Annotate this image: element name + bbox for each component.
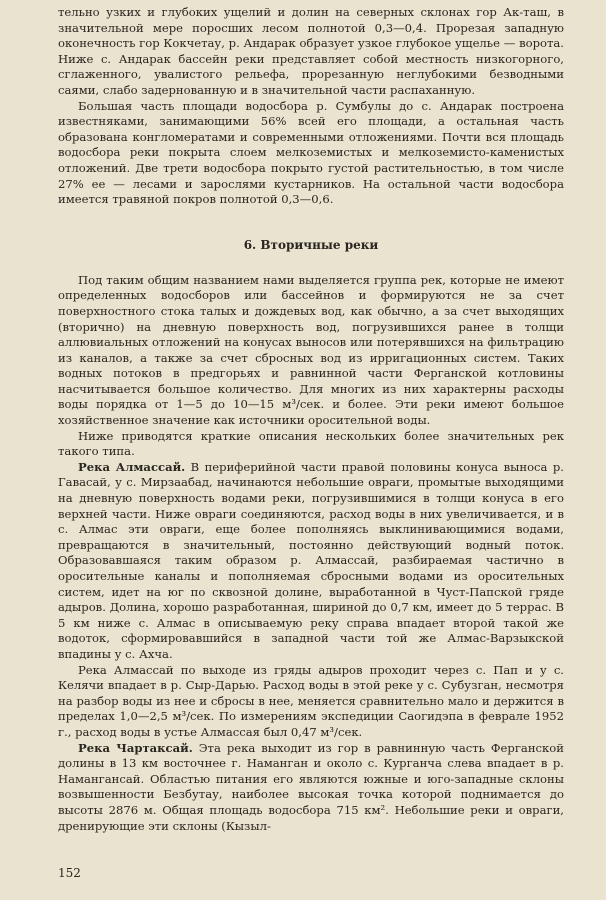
river-name-almassay: Река Алмассай.: [78, 459, 186, 474]
paragraph-sumbula-basin: Большая часть площади водосбора р. Сумбулы до с. Андарак построена известняками, занимающими 56% всей его площади, а остальная часть образована конгломератами и современными отложениями. Почти вся площадь водосбора реки покрыта слоем мелкоземистых и мелкоземисто-каменистых отложений. Две трети водосбора покрыто густой растительностью, в том числе 27% ее — лесами и зарослями кустарников. На остальной части водосбора имеется травяной покров полнотой 0,3—0,6.: [58, 98, 564, 207]
chartaksay-description: Эта река выходит из гор в равнинную часть Ферганской долины в 13 км восточнее г. Наманган и около с. Курганча слева впадает в р. Намангансай. Областью питания его являются южные и юго-западные склоны возвышенности Безбутау, наиболее высокая точка которой поднимается до высоты 2876 м. Общая площадь водосбора 715 км². Небольшие реки и овраги, дренирующие эти склоны (Кызыл-: [58, 740, 564, 833]
paragraph-secondary-rivers-intro: Под таким общим названием нами выделяется группа рек, которые не имеют определенных водосборов или бассейнов и формируются не за счет поверхностного стока талых и дождевых вод, как обычно, а за счет выходящих (вторично) на дневную поверхность вод, погрузившихся ранее в толщи аллювиальных отложений на конусах выносов или потерявшихся на фильтрацию из каналов, а также за счет сбросных вод из ирригационных систем. Таких водных потоков в предгорьях и равнинной части Ферганской котловины насчитывается большое количество. Для многих из них характерны расходы воды порядка от 1—5 до 10—15 м³/сек. и более. Эти реки имеют большое хозяйственное значение как источники оросительной воды.: [58, 272, 564, 428]
paragraph-descriptions-note: Ниже приводятся краткие описания нескольких более значительных рек такого типа.: [58, 428, 564, 459]
river-name-chartaksay: Река Чартаксай.: [78, 740, 193, 755]
paragraph-andarak-gorge: тельно узких и глубоких ущелий и долин на северных склонах гор Ак-таш, в значительной мере поросших лесом полнотой 0,3—0,4. Прорезая западную оконечность гор Кокчетау, р. Андарак образует узкое глубокое ущелье — ворота. Ниже с. Андарак бассейн реки представляет собой местность низкогорного, сглаженного, увалистого рельефа, прорезанную неглубокими безводными саями, слабо задернованную и в значительной части распаханную.: [58, 5, 564, 97]
paragraph-chartaksay: [58, 741, 564, 835]
paragraph-almassay-continuation: Река Алмассай по выходе из гряды адыров проходит через с. Пап и у с. Келячи впадает в р. Сыр-Дарью. Расход воды в этой реке у с. Субузган, несмотря на разбор воды из нее и сбросы в нее, меняется сравнительно мало и держится в пределах 1,0—2,5 м³/сек. По измерениям экспедиции Саогидэпа в феврале 1952 г., расход воды в устье Алмассая был 0,47 м³/сек.: [58, 662, 564, 739]
section-heading: 6. Вторичные реки: [243, 237, 379, 252]
page-number: 152: [58, 866, 81, 880]
almassay-description: В периферийной части правой половины конуса выноса р. Гавасай, у с. Мирзаабад, начинаются небольшие овраги, промытые выходящими на дневную поверхность водами реки, погрузившимися в толщи конуса в его верхней части. Ниже овраги соединяются, расход воды в них увеличивается, и в с. Алмас эти овраги, еще более пополняясь выклинивающимися водами, превращаются в значительный, постоянно действующий водный поток. Образовавшаяся таким образом р. Алмассай, разбираемая частично в оросительные каналы и пополняемая сбросными водами из оросительных систем, идет на юг по сквозной долине, выработанной в Чуст-Папской гряде адыров. Долина, хорошо разработанная, шириной до 0,7 км, имеет до 5 террас. В 5 км ниже с. Алмас в описываемую реку справа впадает второй такой же водоток, сформировавшийся в западной части той же Алмас-Варзыкской впадины у с. Ахча.: [58, 459, 564, 661]
paragraph-almassay: [58, 460, 564, 663]
